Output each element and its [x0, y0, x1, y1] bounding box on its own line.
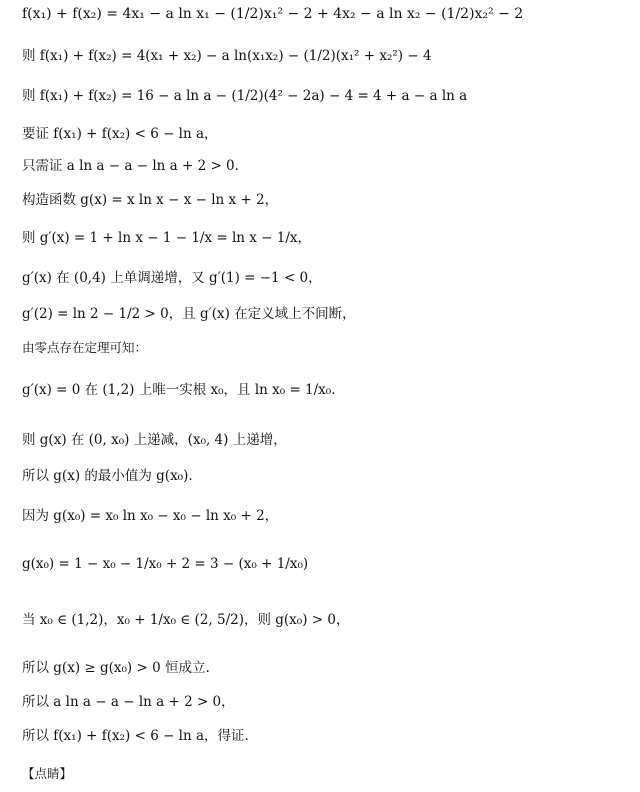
- text-line-4: 要证 f(x₁) + f(x₂) < 6 − ln a，: [22, 126, 218, 142]
- section-heading-dianjing: 【点睛】: [22, 766, 73, 781]
- text-line-18: 所以 a ln a − a − ln a + 2 > 0，: [22, 694, 235, 710]
- equation-line-7: 则 g′(x) = 1 + ln x − 1 − 1/x = ln x − 1/x，: [22, 230, 312, 246]
- equation-line-14: 因为 g(x₀) = x₀ ln x₀ − x₀ − ln x₀ + 2，: [22, 508, 279, 524]
- text-line-13: 所以 g(x) 的最小值为 g(x₀).: [22, 468, 193, 484]
- text-line-12: 则 g(x) 在 (0, x₀) 上递减，(x₀, 4) 上递增，: [22, 432, 287, 448]
- equation-line-15: g(x₀) = 1 − x₀ − 1/x₀ + 2 = 3 − (x₀ + 1/x₀): [22, 556, 309, 572]
- equation-line-9: g′(2) = ln 2 − 1/2 > 0，且 g′(x) 在定义域上不间断，: [22, 306, 356, 322]
- text-line-5: 只需证 a ln a − a − ln a + 2 > 0.: [22, 158, 239, 174]
- equation-line-11: g′(x) = 0 在 (1,2) 上唯一实根 x₀，且 ln x₀ = 1/x₀.: [22, 382, 336, 398]
- equation-line-16: 当 x₀ ∈ (1,2)，x₀ + 1/x₀ ∈ (2, 5/2)，则 g(x₀) > 0，: [22, 612, 350, 628]
- text-line-17: 所以 g(x) ≥ g(x₀) > 0 恒成立.: [22, 660, 210, 676]
- equation-line-2: 则 f(x₁) + f(x₂) = 4(x₁ + x₂) − a ln(x₁x₂) − (1/2)(x₁² + x₂²) − 4: [22, 48, 432, 64]
- text-line-8: g′(x) 在 (0,4) 上单调递增，又 g′(1) = −1 < 0，: [22, 270, 322, 286]
- equation-line-1: f(x₁) + f(x₂) = 4x₁ − a ln x₁ − (1/2)x₁² − 2 + 4x₂ − a ln x₂ − (1/2)x₂² − 2: [22, 6, 524, 22]
- text-line-10: 由零点存在定理可知：: [22, 340, 148, 355]
- equation-line-3: 则 f(x₁) + f(x₂) = 16 − a ln a − (1/2)(4² − 2a) − 4 = 4 + a − a ln a: [22, 88, 468, 104]
- text-line-19: 所以 f(x₁) + f(x₂) < 6 − ln a，得证.: [22, 728, 249, 744]
- text-line-6: 构造函数 g(x) = x ln x − x − ln x + 2，: [22, 192, 279, 208]
